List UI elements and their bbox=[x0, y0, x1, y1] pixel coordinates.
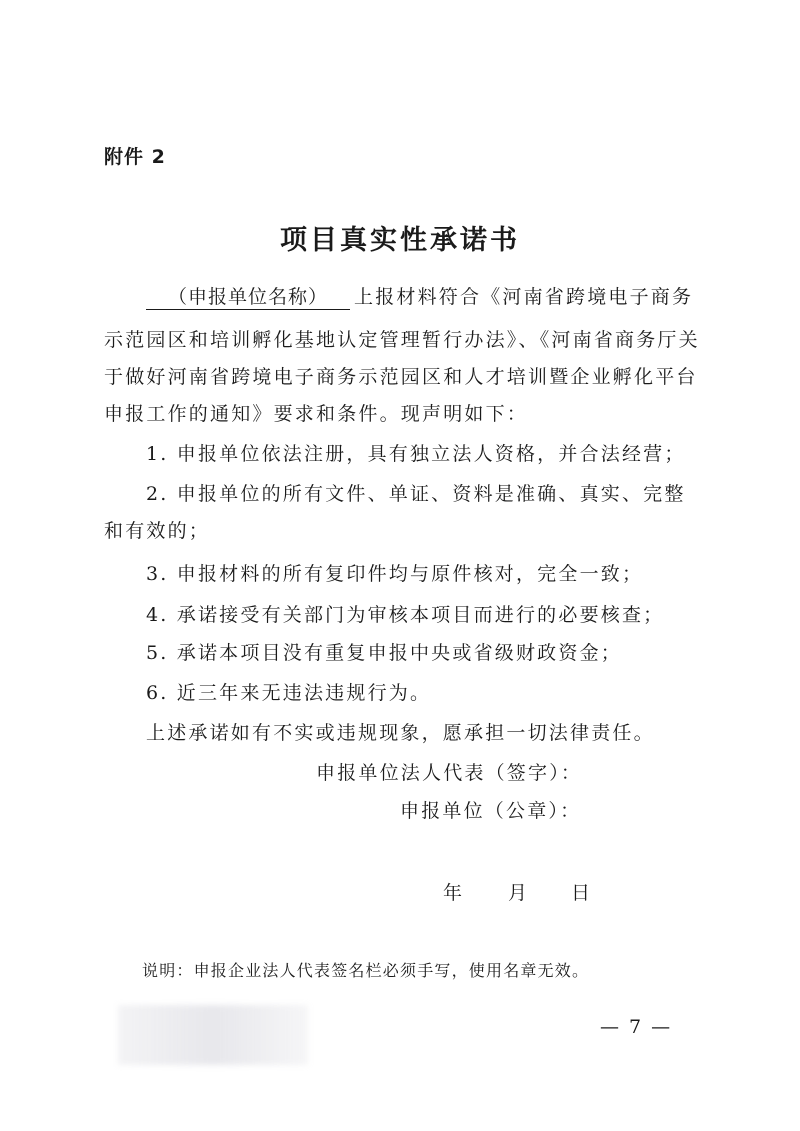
date-month: 月 bbox=[508, 882, 528, 904]
closing-statement: 上述承诺如有不实或违规现象，愿承担一切法律责任。 bbox=[146, 722, 655, 744]
date-day: 日 bbox=[571, 882, 591, 904]
intro-line-1-text: 上报材料符合《河南省跨境电子商务 bbox=[354, 286, 694, 308]
document-title: 项目真实性承诺书 bbox=[280, 225, 520, 256]
intro-line-2: 示范园区和培训孵化基地认定管理暂行办法》、《河南省商务厅关 bbox=[104, 329, 700, 351]
company-seal-label: 申报单位（公章）： bbox=[400, 800, 582, 822]
commitment-item-5: 5. 承诺本项目没有重复申报中央或省级财政资金； bbox=[146, 642, 622, 664]
commitment-item-4: 4. 承诺接受有关部门为审核本项目而进行的必要核查； bbox=[146, 604, 665, 626]
attachment-label: 附件 2 bbox=[104, 146, 166, 168]
applicant-name-blank: （申报单位名称） bbox=[146, 285, 350, 310]
commitment-item-6: 6. 近三年来无违法违规行为。 bbox=[146, 682, 432, 704]
intro-line-3: 于做好河南省跨境电子商务示范园区和人才培训暨企业孵化平台 bbox=[104, 366, 698, 388]
commitment-item-2-cont: 和有效的； bbox=[104, 520, 211, 542]
date-year: 年 bbox=[443, 882, 463, 904]
intro-line-4: 申报工作的通知》要求和条件。现声明如下： bbox=[104, 403, 529, 425]
commitment-item-2: 2. 申报单位的所有文件、单证、资料是准确、真实、完整 bbox=[146, 483, 686, 505]
faint-stamp-mark bbox=[118, 1005, 308, 1065]
commitment-item-1: 1. 申报单位依法注册，具有独立法人资格，并合法经营； bbox=[146, 443, 686, 465]
commitment-item-3: 3. 申报材料的所有复印件均与原件核对，完全一致； bbox=[146, 563, 644, 585]
legal-rep-signature-label: 申报单位法人代表（签字）： bbox=[316, 762, 583, 784]
footnote: 说明：申报企业法人代表签名栏必须手写，使用名章无效。 bbox=[142, 961, 590, 980]
page-number: — 7 — bbox=[600, 1016, 673, 1038]
intro-line-1 bbox=[146, 285, 693, 310]
